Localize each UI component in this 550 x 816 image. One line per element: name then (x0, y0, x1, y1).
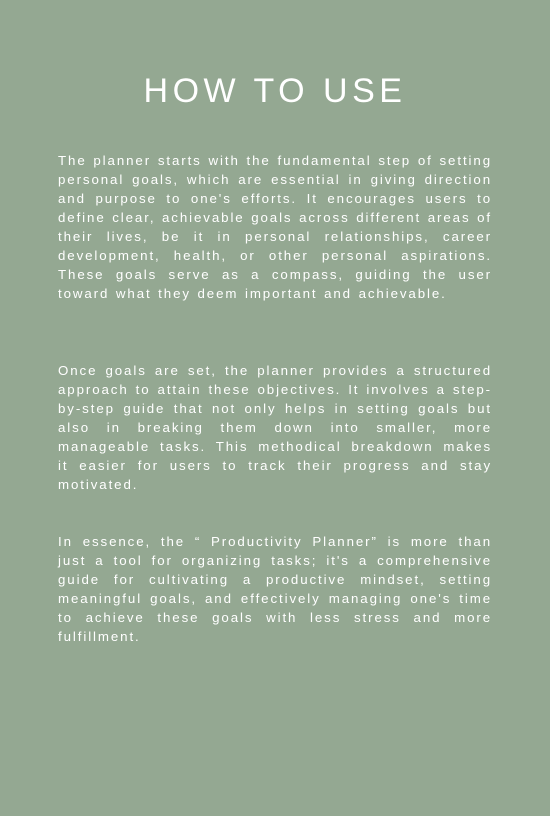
summary-paragraph: In essence, the “ Productivity Planner” is more than just a tool for organizing tasks; it's a comprehensive guide for cultivating a productive mindset, setting meaningful goals, and effectively managing one's time to achieve these goals with less stress and more fulfillment. (58, 534, 492, 644)
intro-paragraph: The planner starts with the fundamental step of setting personal goals, which are essential in giving direction and purpose to one's efforts. It encourages users to define clear, achievable goals across different areas of their lives, be it in personal relationships, career development, health, or other personal aspirations. These goals serve as a compass, guiding the user toward what they deem important and achievable. (58, 153, 492, 301)
page-title: HOW TO USE (143, 72, 407, 110)
goals-paragraph: Once goals are set, the planner provides a structured approach to attain these objectives. It involves a step-by-step guide that not only helps in setting goals but also in breaking them down into smaller, more manageable tasks. This methodical breakdown makes it easier for users to track their progress and stay motivated. (58, 363, 492, 492)
